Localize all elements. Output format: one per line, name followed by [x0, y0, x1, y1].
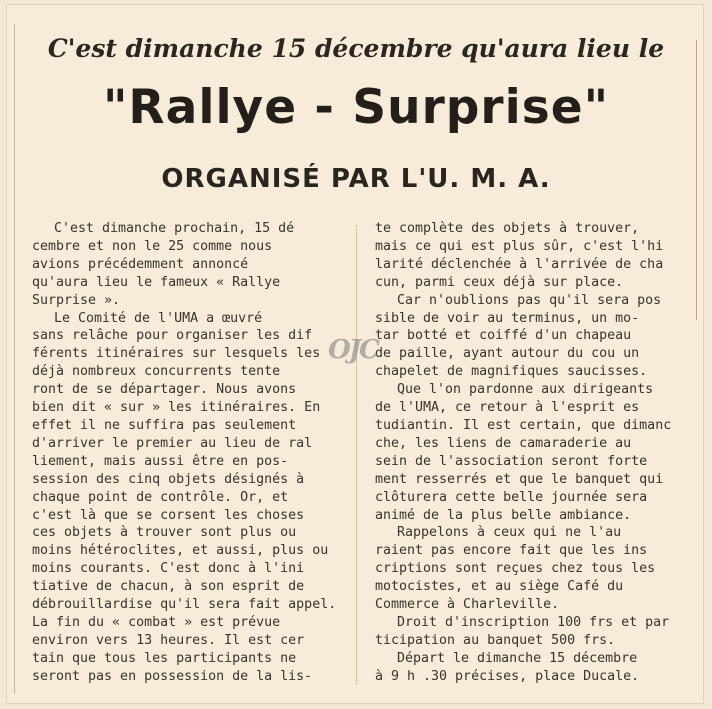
article-kicker: C'est dimanche 15 décembre qu'aura lieu le — [47, 34, 665, 63]
article-line: ticipation au banquet 500 frs. — [375, 632, 616, 648]
article-headline: "Rallye - Surprise" — [102, 80, 610, 135]
article-line: de paille, ayant autour du cou un — [375, 346, 640, 362]
article-subhead: ORGANISÉ PAR L'U. M. A. — [161, 164, 551, 194]
article-line: qu'aura lieu le fameux « Rallye — [32, 274, 281, 290]
article-line: tar botté et coiffé d'un chapeau — [375, 328, 632, 344]
article-line: motocistes, et au siège Café du — [375, 579, 624, 595]
article-line: che, les liens de camaraderie au — [375, 435, 632, 451]
article-line: session des cinq objets désignés à — [32, 471, 305, 487]
article-line: moins courants. C'est donc à l'ini — [32, 561, 305, 577]
article-line: ment resserrés et que le banquet qui — [375, 471, 664, 487]
article-line: avions précédemment annoncé — [32, 256, 249, 272]
article-line: ces objets à trouver sont plus ou — [32, 525, 297, 541]
article-line: Départ le dimanche 15 décembre — [397, 650, 638, 666]
column-separator — [356, 225, 357, 685]
article-line: Droit d'inscription 100 frs et par — [397, 614, 670, 630]
article-line: environ vers 13 heures. Il est cer — [32, 632, 305, 648]
article-column-left — [32, 220, 344, 686]
article-line: C'est dimanche prochain, 15 dé — [54, 221, 295, 236]
article-line: La fin du « combat » est prévue — [32, 614, 281, 630]
article-line: Rappelons à ceux qui ne l'au — [397, 525, 622, 541]
article-line: clôturera cette belle journée sera — [375, 489, 648, 505]
article-line: moins hétéroclites, et aussi, plus ou — [32, 543, 329, 559]
article-line: à 9 h .30 précises, place Ducale. — [375, 668, 640, 684]
article-column-right — [375, 220, 693, 686]
article-line: effet il ne suffira pas seulement — [32, 417, 297, 433]
article-line: Commerce à Charleville. — [375, 597, 560, 613]
article-line: mais ce qui est plus sûr, c'est l'hi — [375, 238, 664, 254]
article-line: seront pas en possession de la lis- — [32, 668, 313, 684]
article-line: c'est là que se corsent les choses — [32, 507, 305, 523]
article-line: Le Comité de l'UMA a œuvré — [54, 310, 263, 326]
article-line: de l'UMA, ce retour à l'esprit es — [375, 400, 640, 416]
article-line: Que l'on pardonne aux dirigeants — [397, 382, 654, 398]
article-line: Surprise ». — [32, 292, 121, 308]
article-line: cun, parmi ceux déjà sur place. — [375, 274, 624, 290]
article-line: larité déclenchée à l'arrivée de cha — [375, 256, 664, 272]
article-line: ront de se départager. Nous avons — [32, 382, 297, 398]
article-line: débrouillardise qu'il sera fait appel. — [32, 597, 337, 613]
article-line: cembre et non le 25 comme nous — [32, 238, 273, 254]
article-line: te complète des objets à trouver, — [375, 221, 640, 236]
article-line: criptions sont reçues chez tous les — [375, 561, 656, 577]
article-line: chaque point de contrôle. Or, et — [32, 489, 289, 505]
article-line: férents itinéraires sur lesquels les — [32, 346, 321, 362]
watermark-stamp: OJC — [328, 335, 378, 365]
article-line: liement, mais aussi être en pos- — [32, 453, 289, 469]
article-line: Car n'oublions pas qu'il sera pos — [397, 292, 662, 308]
article-line: sein de l'association seront forte — [375, 453, 648, 469]
article-line: déjà nombreux concurrents tente — [32, 364, 281, 380]
article-line: d'arriver le premier au lieu de ral — [32, 435, 313, 451]
article-line: bien dit « sur » les itinéraires. En — [32, 400, 321, 416]
article-line: sible de voir au terminus, un mo- — [375, 310, 640, 326]
article-line: chapelet de magnifiques saucisses. — [375, 364, 648, 380]
article-line: tain que tous les participants ne — [32, 650, 297, 666]
article-line: animé de la plus belle ambiance. — [375, 507, 632, 523]
article-line: tiative de chacun, à son esprit de — [32, 579, 305, 595]
article-line: sans relâche pour organiser les dif — [32, 328, 313, 344]
article-line: tudiantin. Il est certain, que dimanc — [375, 417, 672, 433]
article-line: raient pas encore fait que les ins — [375, 543, 648, 559]
